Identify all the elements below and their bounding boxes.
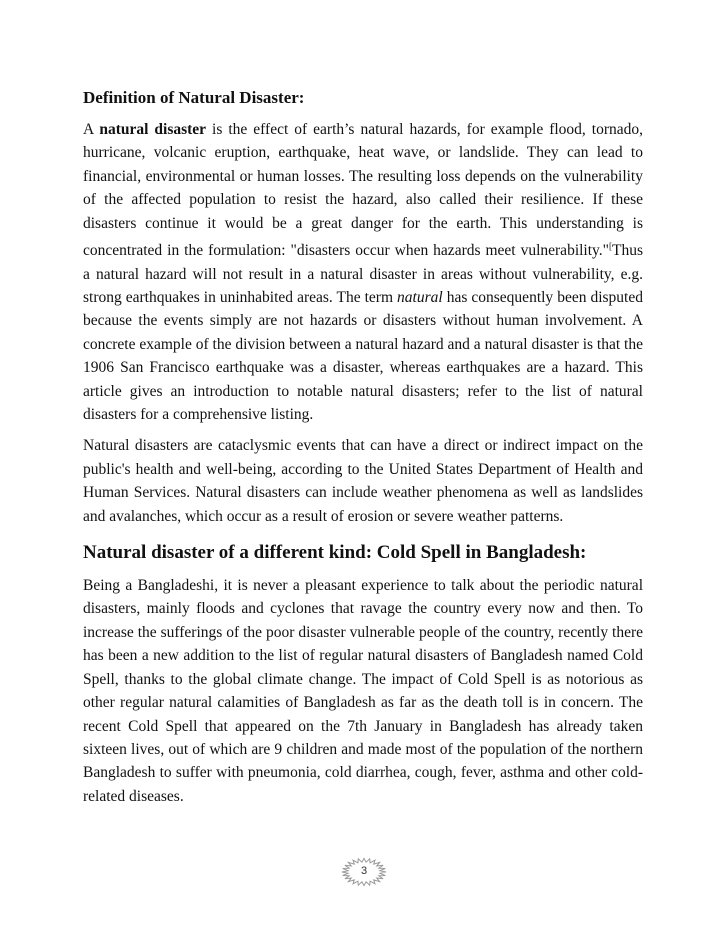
italic-term: natural xyxy=(397,289,443,306)
page-number: 3 xyxy=(360,865,368,877)
text-run: has consequently been disputed because the events simply are not hazards or disasters without human involvement. A concrete example of the division between a natural hazard and a natural disaster is that the 1906 San Francisco earthquake was a disaster, whereas earthquakes are a hazard. This article gives an introduction to notable natural disasters; refer to the list of natural disasters for a comprehensive listing. xyxy=(83,289,643,424)
page-number-badge xyxy=(337,847,391,901)
citation-mark: [ xyxy=(609,241,612,252)
text-run: is the effect of earth’s natural hazards, for example flood, tornado, hurricane, volcanic eruption, earthquake, heat wave, or landslide. They can lead to financial, environmental or human losses. The resulting loss depends on the vulnerability of the affected population to resist the hazard, also called their resilience. If these disasters continue it would be a great danger for the earth. This understanding is concentrated in the formulation: "disasters occur when hazards meet vulnerability." xyxy=(83,121,643,260)
definition-paragraph xyxy=(83,118,643,426)
definition-heading: Definition of Natural Disaster: xyxy=(83,88,305,107)
cold-spell-heading: Natural disaster of a different kind: Cold Spell in Bangladesh: xyxy=(83,542,587,564)
cold-spell-paragraph: Being a Bangladeshi, it is never a pleasant experience to talk about the periodic natural disasters, mainly floods and cyclones that ravage the country every now and then. To increase the sufferings of the poor disaster vulnerable people of the country, recently there has been a new addition to the list of regular natural disasters of Bangladesh named Cold Spell, thanks to the global climate change. The impact of Cold Spell is as notorious as other regular natural calamities of Bangladesh as far as the death toll is in concern. The recent Cold Spell that appeared on the 7th January in Bangladesh has already taken sixteen lives, out of which are 9 children and made most of the population of the northern Bangladesh to suffer with pneumonia, cold diarrhea, cough, fever, asthma and other cold-related diseases. xyxy=(83,577,643,805)
text-run: A xyxy=(83,121,100,138)
impact-paragraph: Natural disasters are cataclysmic events that can have a direct or indirect impact on the public's health and well-being, according to the United States Department of Health and Human Services. Natural disasters can include weather phenomena as well as landslides and avalanches, which occur as a result of erosion or severe weather patterns. xyxy=(83,437,643,525)
bold-term: natural disaster xyxy=(99,121,207,138)
document-body xyxy=(83,86,643,816)
text-run: Thus a natural hazard will not result in a natural disaster in areas without vulnerability, e.g. strong earthquakes in uninhabited areas. The term xyxy=(83,242,643,306)
